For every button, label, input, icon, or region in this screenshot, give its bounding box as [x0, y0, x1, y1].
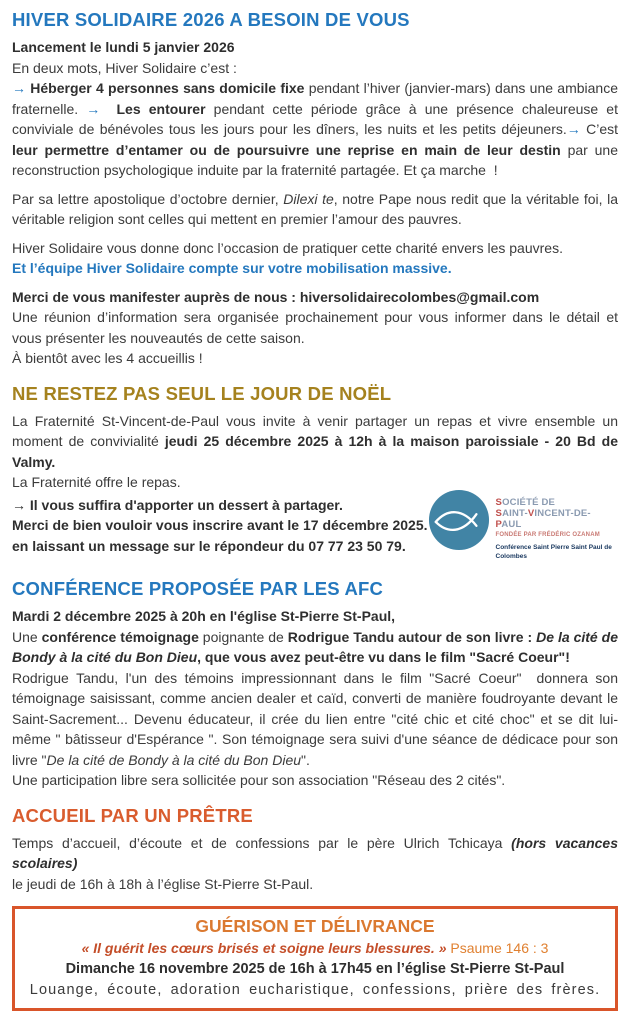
accueil-title: ACCUEIL PAR UN PRÊTRE [12, 804, 253, 826]
conference-body-paragraph: Mardi 2 décembre 2025 à 20h en l'église St-Pierre St-Paul, Une conférence témoignage poignante de Rodrigue Tandu autour de son livre : De la cité de Bondy à la cité du Bon Dieu, que vous avez peut-être vu dans le film "Sacré Coeur"! Rodrigue Tandu, l'un des témoins impressionnant dans le film "Sacré Coeur" donnera son témoignage saisissant, comme ancien dealer et caïd, converti de manière foudroyante devant le Saint-Sacrement... Devenu éducateur, il crée du lien entre "cité chic et cité choc" et se dit lui-même " bâtisseur d'Espérance ". Son témoignage sera suivi d'une séance de dédicace pour son livre "De la cité de Bondy à la cité du Bon Dieu". Une participation libre sera sollicitée pour son association "Réseau des 2 cités". [12, 608, 618, 788]
conference-title: CONFÉRENCE PROPOSÉE PAR LES AFC [12, 578, 384, 599]
noel-title: NE RESTEZ PAS SEUL LE JOUR DE NOËL [12, 382, 392, 404]
section-noel [12, 382, 618, 565]
svdp-logo-line2: SAINT-VINCENT-DE-PAUL [495, 507, 591, 530]
hiver-points-paragraph: → Héberger 4 personnes sans domicile fixe pendant l’hiver (janvier-mars) dans une ambiance fraternelle. → Les entourer pendant cette période grâce à une présence chaleureuse et conviviale de bénévoles tous les jours pour les dîners, les nuits et les petits déjeuners.→ C’est leur permettre d’entamer ou de poursuivre une reprise en main de leur destin par une reconstruction psychologique induite par la fraternité partagée. Et ça marche ! [12, 80, 618, 178]
section-hiver-solidaire [12, 8, 618, 369]
guerison-quote-line: « Il guérit les cœurs brisés et soigne leurs blessures. » Psaume 146 : 3 [81, 940, 549, 956]
noel-actions-row [12, 495, 618, 565]
hiver-lancement-line: Lancement le lundi 5 janvier 2026 [12, 39, 235, 55]
noel-invite-paragraph: La Fraternité St-Vincent-de-Paul vous invite à venir partager un repas et vivre ensemble un moment de convivialité jeudi 25 décembre 2025 à 12h à la maison paroissiale - 20 Bd de Valmy. La Fraternité offre le repas. [12, 412, 618, 490]
section-accueil-pretre [12, 804, 618, 895]
noel-actions-paragraph: → Il vous suffira d'apporter un dessert à partager. Merci de bien vouloir vous inscrire avant le 17 décembre 2025. en laissant un message sur le répondeur du 07 77 23 50 79. [12, 496, 428, 554]
accueil-body-paragraph: Temps d’accueil, d’écoute et de confessions par le père Ulrich Tchicaya (hors vacances scolaires) le jeudi de 16h à 18h à l’église St-Pierre St-Paul. [12, 834, 618, 892]
guerison-date-line: Dimanche 16 novembre 2025 de 16h à 17h45 en l’église St-Pierre St-Paul [65, 961, 565, 977]
svdp-fish-icon [428, 489, 490, 551]
hiver-solidaire-title: HIVER SOLIDAIRE 2026 A BESOIN DE VOUS [12, 9, 410, 30]
hiver-intro-line: En deux mots, Hiver Solidaire c’est : [12, 59, 237, 76]
section-guerison-box [12, 906, 618, 1011]
svdp-logo-line1: SOCIÉTÉ DE [495, 496, 556, 508]
svdp-logo-conference-line: Conférence Saint Pierre Saint Paul de Colombes [495, 543, 612, 560]
hiver-charite-paragraph: Hiver Solidaire vous donne donc l’occasion de pratiquer cette charité envers les pauvres. Et l’équipe Hiver Solidaire compte sur votre mobilisation massive. [12, 239, 563, 276]
guerison-title: GUÉRISON ET DÉLIVRANCE [195, 916, 435, 936]
svdp-logo-founder-line: FONDÉE PAR FRÉDÉRIC OZANAM [495, 531, 600, 538]
svdp-logo [428, 489, 618, 561]
section-conference-afc [12, 577, 618, 791]
guerison-activities-line: Louange, écoute, adoration eucharistique, confessions, prière des frères. [29, 982, 601, 998]
hiver-pape-paragraph: Par sa lettre apostolique d’octobre dernier, Dilexi te, notre Pape nous redit que la véritable foi, la véritable religion sont celles qui mettent en premier l’amour des pauvres. [12, 190, 619, 227]
svdp-logo-text [496, 489, 616, 561]
hiver-contact-paragraph: Merci de vous manifester auprès de nous : hiversolidairecolombes@gmail.com Une réunion d’information sera organisée prochainement pour vous informer dans le détail et vous présenter les nouveautés de cette saison. À bientôt avec les 4 accueillis ! [12, 288, 618, 366]
